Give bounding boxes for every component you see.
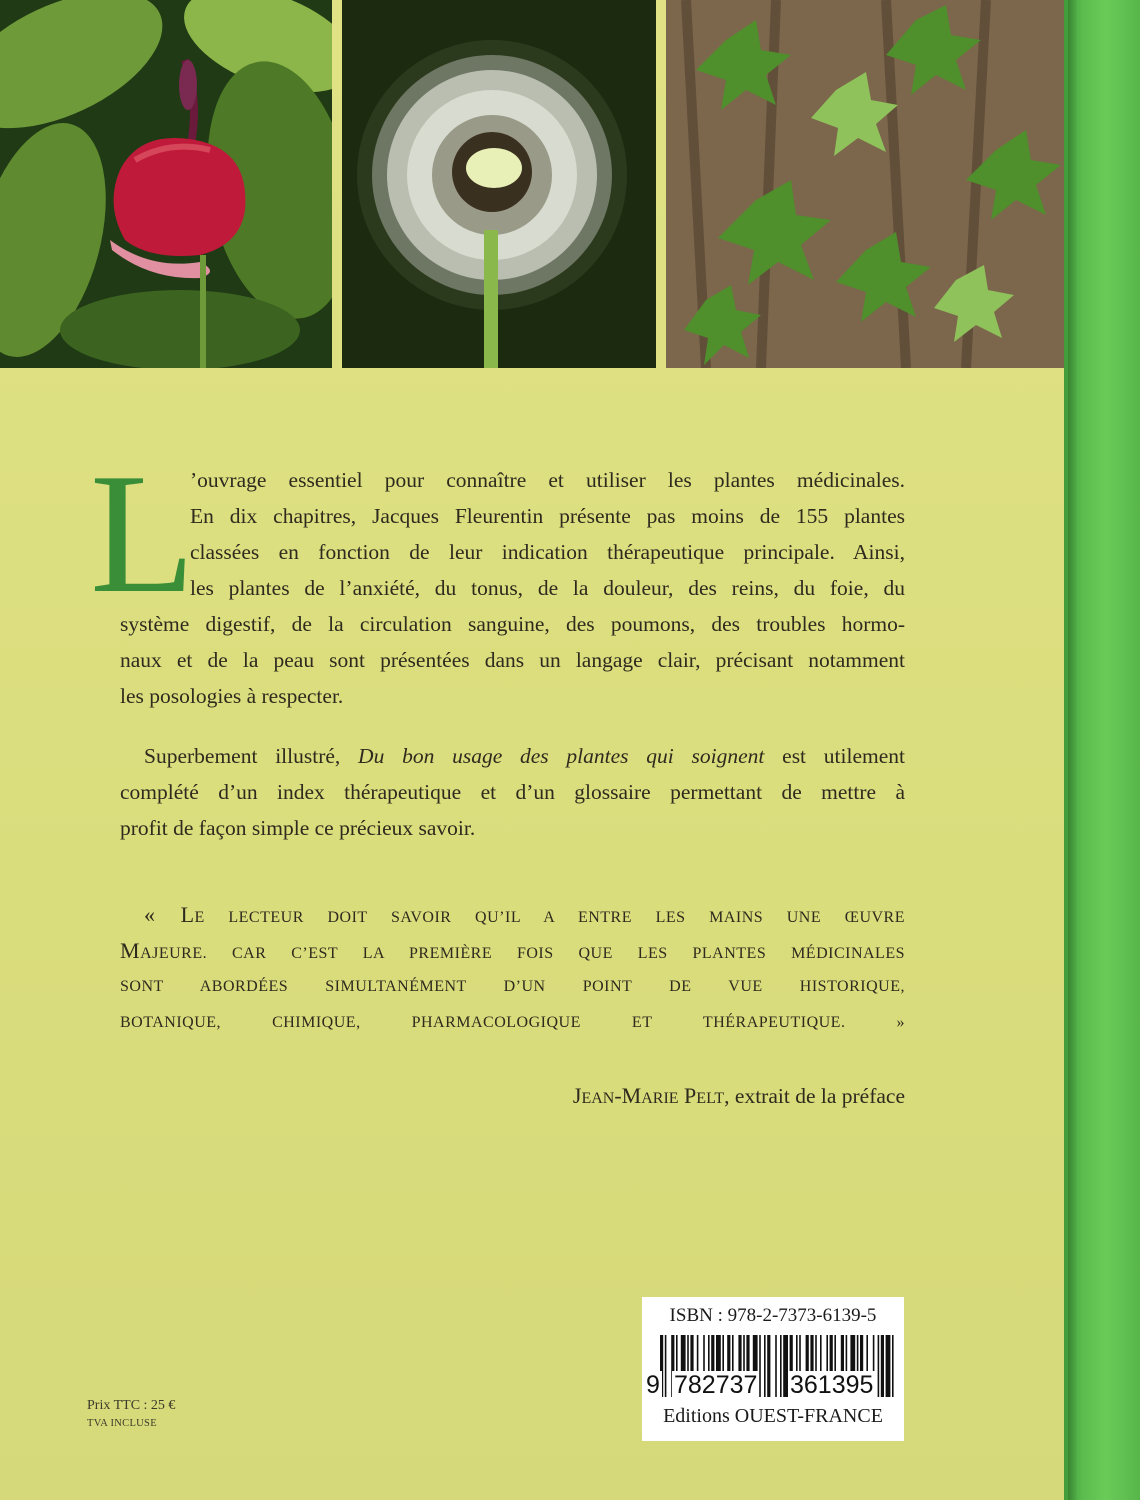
quote-line-2-initial: M	[120, 938, 141, 963]
photo-dandelion	[342, 0, 656, 368]
para2-line-1	[120, 738, 905, 774]
para2-line-3: profit de façon simple ce précieux savoir.	[120, 816, 476, 840]
drop-cap: L	[90, 439, 196, 629]
photo-red-flower	[0, 0, 332, 368]
tax-note: TVA INCLUSE	[87, 1418, 157, 1429]
para2-line-2: complété d’un index thérapeutique et d’un glossaire permettant de mettre à	[120, 780, 905, 804]
intro-paragraph	[120, 462, 905, 714]
attr-first-initial: J	[572, 1083, 582, 1108]
book-title: Du bon usage des plantes qui soignent	[358, 744, 765, 768]
barcode-digit-lead: 9	[646, 1371, 660, 1399]
description-paragraph	[120, 738, 905, 846]
isbn-label: ISBN : 978-2-7373-6139-5	[669, 1305, 877, 1326]
intro-line-5: système digestif, de la circulation sanguine, des poumons, des troubles hormo-	[120, 612, 905, 636]
quote-line-1-open: « L	[144, 902, 195, 927]
intro-line-7: les posologies à respecter.	[120, 684, 344, 708]
quote-line-2	[120, 933, 905, 969]
intro-line-6: naux et de la peau sont présentées dans un langage clair, précisant notamment	[120, 648, 905, 672]
quote-attribution	[573, 1078, 905, 1117]
preface-quote	[120, 897, 905, 1041]
barcode-digits	[642, 1365, 904, 1401]
quote-line-2-rest: AJEURE. CAR C’EST LA PREMIÈRE FOIS QUE LES PLANTES MÉDICINALES	[140, 945, 905, 962]
intro-line-2: En dix chapitres, Jacques Fleurentin présente pas moins de 155 plantes	[190, 504, 905, 528]
publisher-name: Editions OUEST-FRANCE	[663, 1405, 883, 1427]
barcode-digit-group-1: 782737	[674, 1371, 758, 1399]
attr-last-initial: P	[678, 1083, 697, 1108]
attr-middle-rest: ARIE	[641, 1090, 679, 1107]
intro-line-1: ’ouvrage essentiel pour connaître et utiliser les plantes médicinales.	[190, 468, 905, 492]
para2-line-1-after: est utilement	[764, 744, 905, 768]
para2-line-1-before: Superbement illustré,	[144, 744, 359, 768]
intro-line-4: les plantes de l’anxiété, du tonus, de la douleur, des reins, du foie, du	[190, 576, 905, 600]
quote-line-3: SONT ABORDÉES SIMULTANÉMENT D’UN POINT DE VUE HISTORIQUE,	[120, 978, 905, 995]
quote-line-1	[120, 897, 905, 933]
barcode-panel	[642, 1297, 904, 1441]
spine-hinge-shadow	[1068, 0, 1078, 1500]
photo-ivy	[666, 0, 1064, 368]
quote-line-1-rest: E LECTEUR DOIT SAVOIR QU’IL A ENTRE LES MAINS UNE ŒUVRE	[194, 909, 905, 926]
attr-first-rest: EAN	[581, 1090, 615, 1107]
attr-middle-initial: -M	[614, 1083, 642, 1108]
quote-line-4: BOTANIQUE, CHIMIQUE, PHARMACOLOGIQUE ET THÉRAPEUTIQUE. »	[120, 1014, 905, 1031]
attr-suffix: , extrait de la préface	[724, 1084, 905, 1108]
attr-last-rest: ELT	[696, 1090, 725, 1107]
price-label: Prix TTC : 25 €	[87, 1398, 176, 1413]
intro-line-3: classées en fonction de leur indication thérapeutique principale. Ainsi,	[190, 540, 905, 564]
barcode-digit-group-2: 361395	[790, 1371, 874, 1399]
